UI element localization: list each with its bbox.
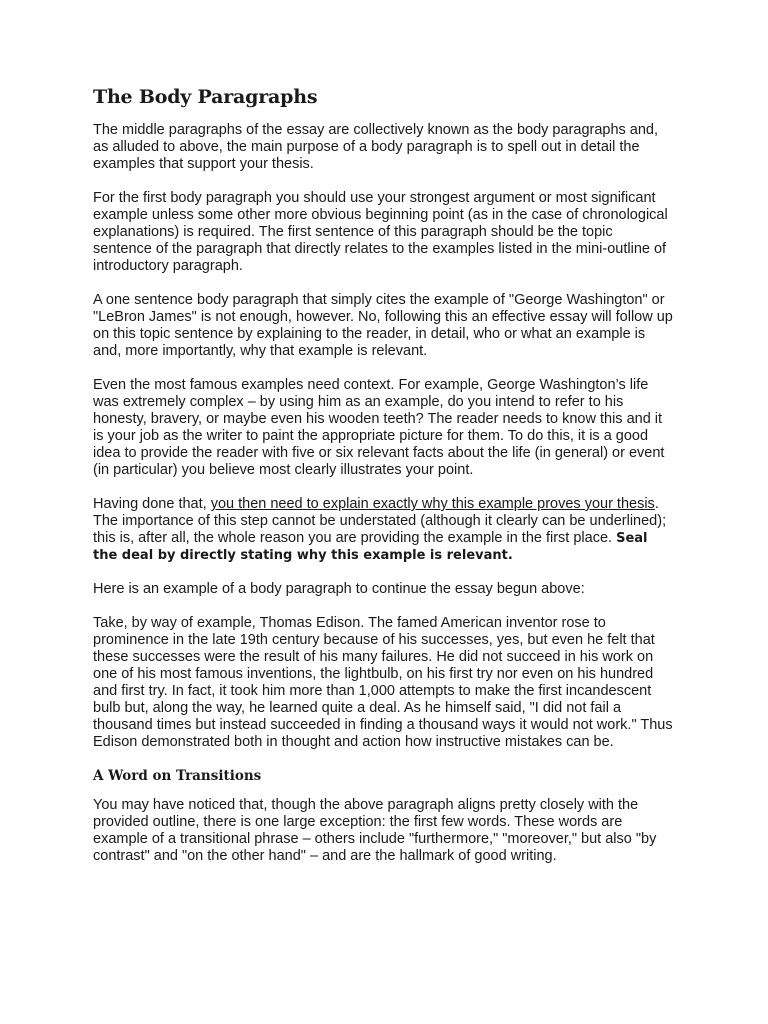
body-paragraph-6: Here is an example of a body paragraph to continue the essay begun above:: [93, 581, 585, 597]
paragraph-5-middle: . The importance of this step cannot be understated (although it clearly can be underlined); this is, after all, the whole reason you are providing the example in the first place.: [93, 496, 667, 546]
bold-emphasis-text: Seal the deal by directly stating why this example is relevant.: [93, 531, 648, 563]
body-paragraph-2: For the first body paragraph you should use your strongest argument or most significant example unless some other more obvious beginning point (as in the case of chronological explanations) is required. The first sentence of this paragraph should be the topic sentence of the paragraph that directly relates to the examples listed in the mini-outline of introductory paragraph.: [93, 190, 668, 274]
paragraph-5-lead: Having done that,: [93, 496, 211, 512]
page-title: The Body Paragraphs: [93, 86, 318, 108]
body-paragraph-4: Even the most famous examples need context. For example, George Washington’s life was extremely complex – by using him as an example, do you intend to refer to his honesty, bravery, or maybe even his wooden teeth? The reader needs to know this and it is your job as the writer to paint the appropriate picture for them. To do this, it is a good idea to provide the reader with five or six relevant facts about the life (in general) or event (in particular) you believe most clearly illustrates your point.: [93, 377, 665, 478]
body-paragraph-3: A one sentence body paragraph that simply cites the example of "George Washington" or "LeBron James" is not enough, however. No, following this an effective essay will follow up on this topic sentence by explaining to the reader, in detail, who or what an example is and, more importantly, why that example is relevant.: [93, 292, 673, 359]
body-paragraph-1: The middle paragraphs of the essay are collectively known as the body paragraphs and, as alluded to above, the main purpose of a body paragraph is to spell out in detail the examples that support your thesis.: [93, 122, 659, 172]
example-paragraph: Take, by way of example, Thomas Edison. The famed American inventor rose to prominence in the late 19th century because of his successes, yes, but even he felt that these successes were the result of his many failures. He did not succeed in his work on one of his most famous inventions, the lightbulb, on his first try nor even on his hundred and first try. In fact, it took him more than 1,000 attempts to make the first incandescent bulb but, along the way, he learned quite a deal. As he himself said, "I did not fail a thousand times but instead succeeded in finding a thousand ways it would not work." Thus Edison demonstrated both in thought and action how instructive mistakes can be.: [93, 615, 673, 750]
document-page: [93, 86, 675, 882]
underlined-thesis-text: you then need to explain exactly why this example proves your thesis: [210, 496, 655, 512]
body-paragraph-5: [93, 496, 675, 564]
section-subtitle: A Word on Transitions: [93, 768, 262, 784]
transitions-paragraph: You may have noticed that, though the above paragraph aligns pretty closely with the provided outline, there is one large exception: the first few words. These words are example of a transitional phrase – others include "furthermore," "moreover," but also "by contrast" and "on the other hand" – and are the hallmark of good writing.: [93, 797, 657, 864]
